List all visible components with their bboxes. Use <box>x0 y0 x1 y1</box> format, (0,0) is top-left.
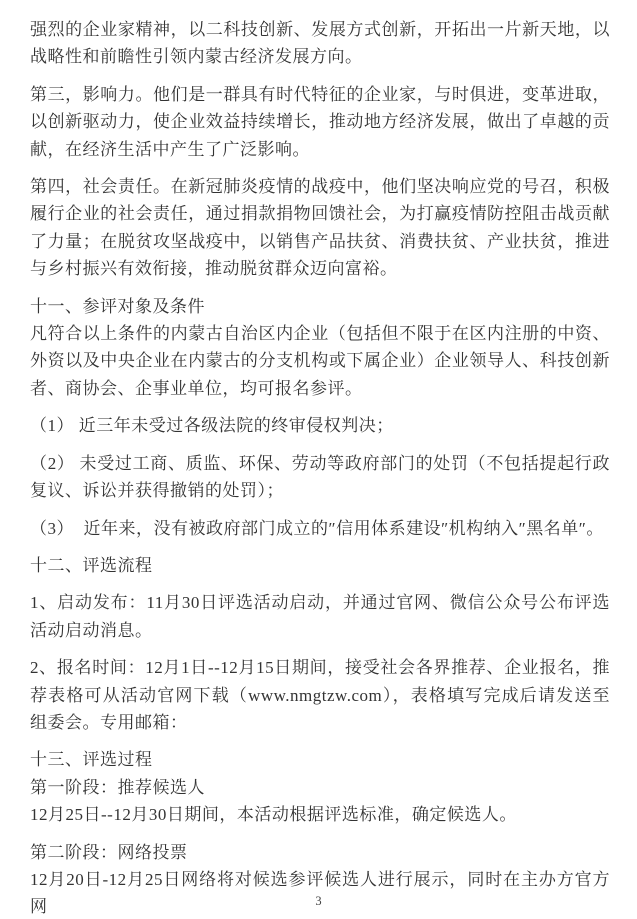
heading-section-12-process: 十二、评选流程 <box>30 555 153 575</box>
page-number: 3 <box>315 894 322 908</box>
paragraph-entrepreneur-spirit: 强烈的企业家精神，以二科技创新、发展方式创新，开拓出一片新天地，以战略性和前瞻性引领内蒙古经济发展方向。 <box>30 20 610 67</box>
list-item-condition-3: （3） 近年来，没有被政府部门成立的″信用体系建设″机构纳入″黑名单″。 <box>30 518 604 538</box>
heading-section-13-selection: 十三、评选过程 <box>30 750 153 770</box>
paragraph-step-2-registration: 2、报名时间：12月1日--12月15日期间，接受社会各界推荐、企业报名，推荐表格可从活动官网下载（www.nmgtzw.com），表格填写完成后请发送至组委会。专用邮箱： <box>30 658 610 732</box>
paragraph-step-1-launch: 1、启动发布：11月30日评选活动启动，并通过官网、微信公众号公布评选活动启动消息。 <box>30 593 610 640</box>
paragraph-third-influence: 第三，影响力。他们是一群具有时代特征的企业家，与时俱进，变革进取，以创新驱动力，使企业效益持续增长，推动地方经济发展，做出了卓越的贡献，在经济生活中产生了广泛影响。 <box>30 84 610 159</box>
paragraph-fourth-social-responsibility: 第四，社会责任。在新冠肺炎疫情的战疫中，他们坚决响应党的号召，积极履行企业的社会责任，通过捐款捐物回馈社会，为打赢疫情防控阻击战贡献了力量；在脱贫攻坚战疫中，以销售产品扶贫、消费扶贫、产业扶贫，推进与乡村振兴有效衔接，推动脱贫群众迈向富裕。 <box>30 177 610 279</box>
paragraph-phase-1-detail: 12月25日--12月30日期间，本活动根据评选标准，确定候选人。 <box>30 805 517 825</box>
subheading-phase-2: 第二阶段：网络投票 <box>30 842 188 862</box>
paragraph-eligibility: 凡符合以上条件的内蒙古自治区内企业（包括但不限于在区内注册的中资、外资以及中央企业在内蒙古的分支机构或下属企业）企业领导人、科技创新者、商协会、企事业单位，均可报名参评。 <box>30 324 610 398</box>
list-item-condition-2: （2） 未受过工商、质监、环保、劳动等政府部门的处罚（不包括提起行政复议、诉讼并获得撤销的处罚）； <box>30 453 610 501</box>
subheading-phase-1: 第一阶段：推荐候选人 <box>30 777 205 797</box>
list-item-condition-1: （1） 近三年未受过各级法院的终审侵权判决； <box>30 416 394 436</box>
paragraph-phase-2-detail: 12月20日-12月25日网络将对候选参评候选人进行展示，同时在主办方官方网 <box>30 869 610 917</box>
heading-section-11-participants: 十一、参评对象及条件 <box>30 296 205 316</box>
